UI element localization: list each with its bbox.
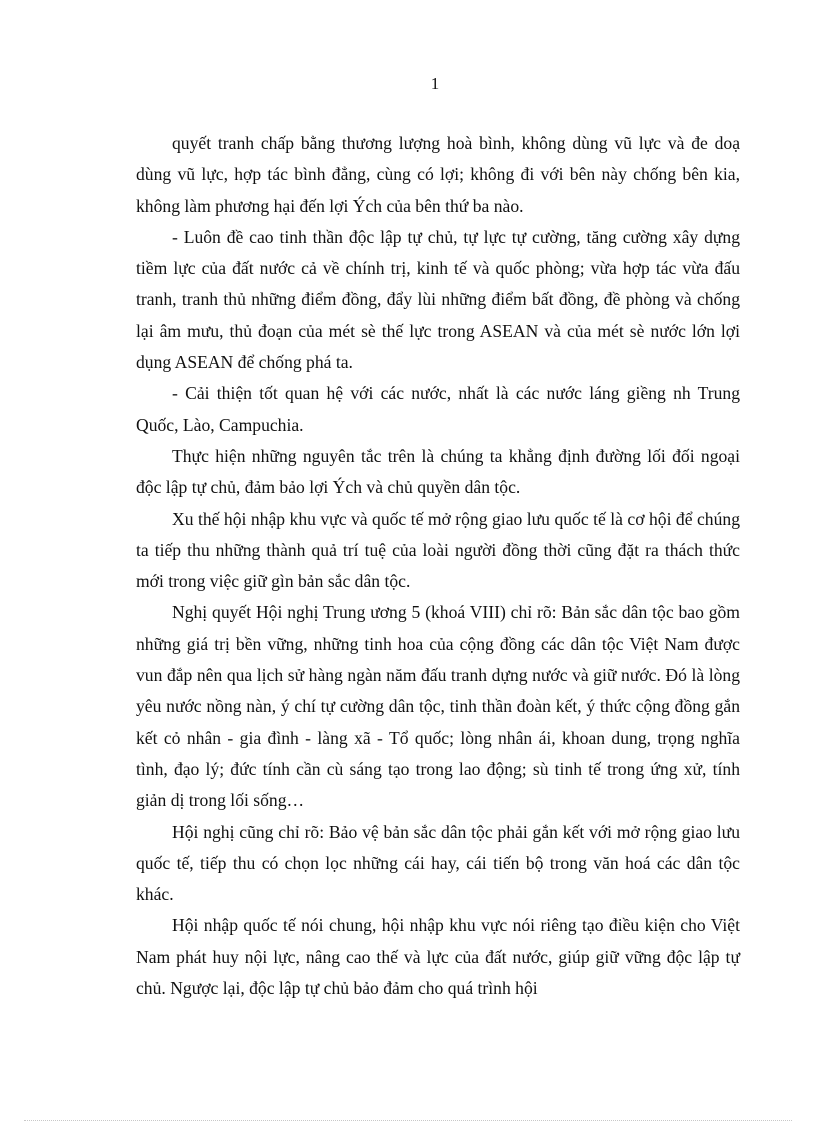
paragraph-6: Nghị quyết Hội nghị Trung ương 5 (khoá VIII) chỉ rõ: Bản sắc dân tộc bao gồm những giá trị bền vững, những tinh hoa của cộng đồng các dân tộc Việt Nam được vun đắp nên qua lịch sử hàng ngàn năm đấu tranh dựng nước và giữ nước. Đó là lòng yêu nước nồng nàn, ý chí tự cường dân tộc, tinh thần đoàn kết, ý thức cộng đồng gắn kết cỏ nhân - gia đình - làng xã - Tổ quốc; lòng nhân ái, khoan dung, trọng nghĩa tình, đạo lý; đức tính cần cù sáng tạo trong lao động; sù tinh tế trong ứng xử, tính giản dị trong lối sống…: [136, 602, 740, 811]
page-bottom-divider: [24, 1120, 792, 1121]
page-number: 1: [430, 74, 440, 93]
paragraph-1: quyết tranh chấp bằng thương lượng hoà bình, không dùng vũ lực và đe doạ dùng vũ lực, hợp tác bình đẳng, cùng có lợi; không đi với bên này chống bên kia, không làm phương hại đến lợi Ých của bên thứ ba nào.: [136, 133, 740, 216]
body-text: [136, 128, 740, 1004]
paragraph-8: Hội nhập quốc tế nói chung, hội nhập khu vực nói riêng tạo điều kiện cho Việt Nam phát huy nội lực, nâng cao thế và lực của đất nước, giúp giữ vững độc lập tự chủ. Ngược lại, độc lập tự chủ bảo đảm cho quá trình hội: [136, 915, 740, 999]
paragraph-2: - Luôn đề cao tinh thần độc lập tự chủ, tự lực tự cường, tăng cường xây dựng tiềm lực của đất nước cả về chính trị, kinh tế và quốc phòng; vừa hợp tác vừa đấu tranh, tranh thủ những điểm đồng, đẩy lùi những điểm bất đồng, đề phòng và chống lại âm mưu, thủ đoạn của mét sè thế lực trong ASEAN và của mét sè nước lớn lợi dụng ASEAN để chống phá ta.: [136, 226, 740, 373]
paragraph-5: Xu thế hội nhập khu vực và quốc tế mở rộng giao lưu quốc tế là cơ hội để chúng ta tiếp thu những thành quả trí tuệ của loài người đồng thời cũng đặt ra thách thức mới trong việc giữ gìn bản sắc dân tộc.: [136, 508, 740, 592]
paragraph-7: Hội nghị cũng chỉ rõ: Bảo vệ bản sắc dân tộc phải gắn kết với mở rộng giao lưu quốc tế, tiếp thu có chọn lọc những cái hay, cái tiến bộ trong văn hoá các dân tộc khác.: [136, 821, 740, 905]
paragraph-4: Thực hiện những nguyên tắc trên là chúng ta khẳng định đường lối đối ngoại độc lập tự chủ, đảm bảo lợi Ých và chủ quyền dân tộc.: [136, 445, 740, 498]
paragraph-3: - Cải thiện tốt quan hệ với các nước, nhất là các nước láng giềng nh Trung Quốc, Lào, Campuchia.: [136, 383, 740, 435]
